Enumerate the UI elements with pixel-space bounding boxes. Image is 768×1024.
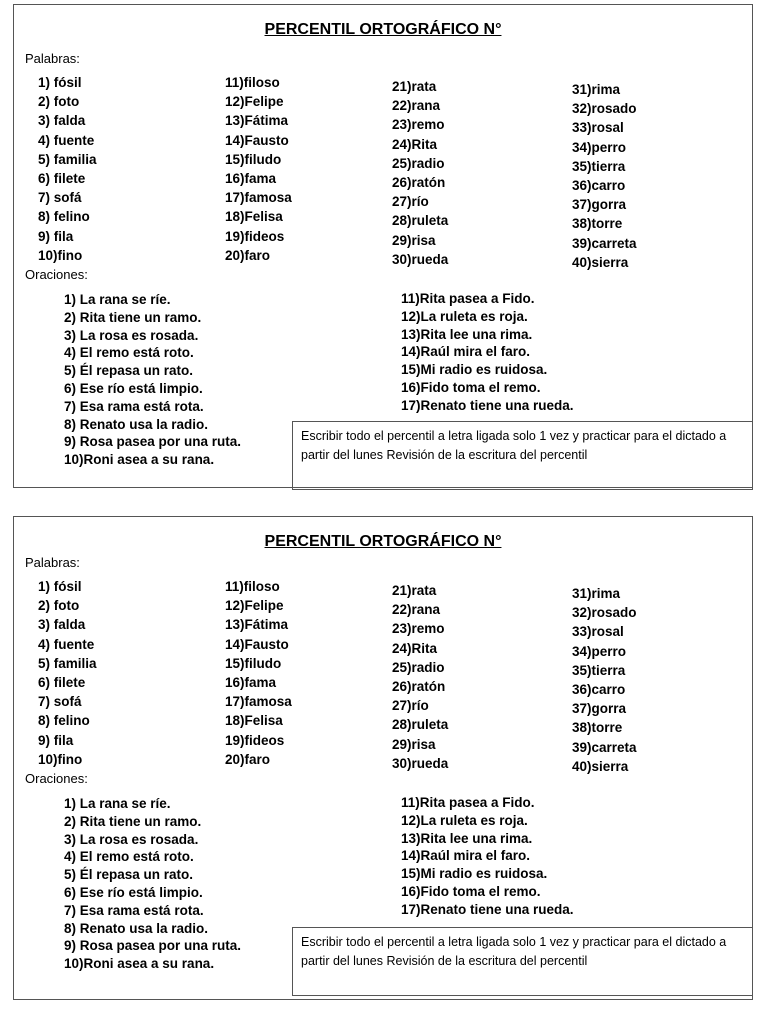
word-item: 5) familia — [38, 151, 97, 167]
word-item: 2) foto — [38, 598, 80, 614]
sentence-column-2 — [401, 794, 574, 919]
word-item: 7) sofá — [38, 190, 82, 206]
sentence-item: 11)Rita pasea a Fido. — [401, 291, 535, 306]
sentence-item: 10)Roni asea a su rana. — [64, 452, 215, 468]
word-item: 17)famosa — [225, 190, 292, 206]
sentence-column-1 — [64, 795, 241, 973]
sentence-item: 4) El remo está roto. — [64, 849, 194, 865]
word-item: 27)río — [392, 698, 429, 714]
sentence-item: 15)Mi radio es ruidosa. — [401, 362, 548, 378]
word-item: 20)faro — [225, 247, 271, 263]
word-item: 30)rueda — [392, 755, 449, 771]
word-item: 36)carro — [572, 681, 626, 697]
word-item: 12)Felipe — [225, 94, 284, 110]
word-item: 6) filete — [38, 674, 86, 690]
sentence-item: 4) El remo está roto. — [64, 345, 194, 361]
sentence-item: 13)Rita lee una rima. — [401, 830, 533, 846]
word-item: 5) familia — [38, 655, 97, 671]
word-item: 10)fino — [38, 751, 83, 767]
word-item: 32)rosado — [572, 605, 637, 621]
sentence-item: 9) Rosa pasea por una ruta. — [64, 434, 242, 450]
word-item: 38)torre — [572, 216, 623, 232]
sentence-column-1 — [64, 291, 241, 469]
sentence-item: 13)Rita lee una rima. — [401, 326, 533, 342]
sentence-item: 15)Mi radio es ruidosa. — [401, 866, 548, 882]
word-item: 8) felino — [38, 713, 90, 729]
word-item: 2) foto — [38, 94, 80, 110]
word-item: 39)carreta — [572, 235, 637, 251]
sentence-item: 17)Renato tiene una rueda. — [401, 397, 574, 413]
sentence-item: 2) Rita tiene un ramo. — [64, 813, 202, 829]
word-item: 31)rima — [572, 586, 621, 601]
word-item: 35)tierra — [572, 662, 626, 678]
oraciones-label: Oraciones: — [25, 771, 88, 786]
word-column-2 — [225, 73, 292, 265]
word-item: 16)fama — [225, 674, 277, 690]
word-item: 19)fideos — [225, 732, 285, 748]
word-column-1 — [38, 73, 97, 265]
word-item: 28)ruleta — [392, 213, 449, 229]
sentence-item: 6) Ese río está limpio. — [64, 884, 203, 900]
word-item: 24)Rita — [392, 136, 438, 152]
word-item: 29)risa — [392, 736, 436, 752]
word-item: 22)rana — [392, 602, 441, 618]
word-column-1 — [38, 577, 97, 769]
word-item: 1) fósil — [38, 579, 82, 594]
word-item: 13)Fátima — [225, 113, 289, 129]
word-item: 10)fino — [38, 247, 83, 263]
word-item: 26)ratón — [392, 174, 446, 190]
word-item: 23)remo — [392, 117, 445, 133]
palabras-label: Palabras: — [25, 51, 80, 66]
sentence-item: 9) Rosa pasea por una ruta. — [64, 938, 242, 954]
word-item: 33)rosal — [572, 120, 624, 136]
word-item: 30)rueda — [392, 251, 449, 267]
instructions-box: Escribir todo el percentil a letra ligada solo 1 vez y practicar para el dictado a partir del lunes Revisión de la escritura del percentil — [292, 927, 753, 996]
sentence-item: 7) Esa rama está rota. — [64, 902, 204, 918]
sentence-item: 17)Renato tiene una rueda. — [401, 901, 574, 917]
sentence-item: 2) Rita tiene un ramo. — [64, 309, 202, 325]
word-item: 21)rata — [392, 583, 437, 598]
card-title: PERCENTIL ORTOGRÁFICO N° — [264, 533, 502, 550]
word-column-4 — [572, 80, 637, 272]
sentence-item: 8) Renato usa la radio. — [64, 416, 209, 432]
word-item: 3) falda — [38, 617, 86, 633]
word-column-3 — [392, 77, 448, 269]
word-column-2 — [225, 577, 292, 769]
sentence-item: 10)Roni asea a su rana. — [64, 956, 215, 972]
sentence-item: 14)Raúl mira el faro. — [401, 848, 531, 864]
sentence-item: 6) Ese río está limpio. — [64, 380, 203, 396]
sentence-item: 5) Él repasa un rato. — [64, 867, 194, 883]
sentence-item: 12)La ruleta es roja. — [401, 812, 528, 828]
word-item: 13)Fátima — [225, 617, 289, 633]
word-item: 32)rosado — [572, 101, 637, 117]
word-item: 11)filoso — [225, 579, 280, 594]
word-item: 28)ruleta — [392, 717, 449, 733]
sentence-item: 12)La ruleta es roja. — [401, 308, 528, 324]
word-item: 4) fuente — [38, 132, 95, 148]
palabras-label: Palabras: — [25, 555, 80, 570]
word-item: 6) filete — [38, 170, 86, 186]
word-item: 36)carro — [572, 177, 626, 193]
word-item: 23)remo — [392, 621, 445, 637]
word-item: 7) sofá — [38, 694, 82, 710]
word-item: 1) fósil — [38, 75, 82, 90]
word-item: 37)gorra — [572, 197, 627, 213]
word-item: 18)Felisa — [225, 713, 283, 729]
word-item: 38)torre — [572, 720, 623, 736]
sentence-item: 3) La rosa es rosada. — [64, 327, 199, 343]
sentence-item: 16)Fido toma el remo. — [401, 379, 541, 395]
word-item: 20)faro — [225, 751, 271, 767]
word-item: 34)perro — [572, 139, 627, 155]
sentence-item: 7) Esa rama está rota. — [64, 398, 204, 414]
word-item: 25)radio — [392, 659, 445, 675]
word-item: 14)Fausto — [225, 636, 289, 652]
word-item: 25)radio — [392, 155, 445, 171]
word-item: 16)fama — [225, 170, 277, 186]
word-item: 39)carreta — [572, 739, 637, 755]
word-item: 17)famosa — [225, 694, 292, 710]
sentence-item: 8) Renato usa la radio. — [64, 920, 209, 936]
word-column-3 — [392, 581, 448, 773]
instructions-box: Escribir todo el percentil a letra ligada solo 1 vez y practicar para el dictado a partir del lunes Revisión de la escritura del percentil — [292, 421, 753, 490]
word-item: 15)filudo — [225, 655, 282, 671]
oraciones-label: Oraciones: — [25, 267, 88, 282]
word-item: 24)Rita — [392, 640, 438, 656]
sentence-column-2 — [401, 290, 574, 415]
word-item: 22)rana — [392, 98, 441, 114]
word-item: 9) fila — [38, 228, 74, 244]
word-item: 3) falda — [38, 113, 86, 129]
word-item: 33)rosal — [572, 624, 624, 640]
word-item: 8) felino — [38, 209, 90, 225]
word-item: 9) fila — [38, 732, 74, 748]
word-item: 19)fideos — [225, 228, 285, 244]
word-item: 26)ratón — [392, 678, 446, 694]
word-item: 18)Felisa — [225, 209, 283, 225]
word-item: 40)sierra — [572, 254, 629, 270]
sentence-item: 1) La rana se ríe. — [64, 292, 171, 307]
word-item: 37)gorra — [572, 701, 627, 717]
word-item: 21)rata — [392, 79, 437, 94]
word-item: 4) fuente — [38, 636, 95, 652]
word-item: 14)Fausto — [225, 132, 289, 148]
sentence-item: 3) La rosa es rosada. — [64, 831, 199, 847]
word-item: 27)río — [392, 194, 429, 210]
sentence-item: 16)Fido toma el remo. — [401, 883, 541, 899]
word-item: 40)sierra — [572, 758, 629, 774]
word-column-4 — [572, 584, 637, 776]
word-item: 35)tierra — [572, 158, 626, 174]
sentence-item: 14)Raúl mira el faro. — [401, 344, 531, 360]
percentil-card-1 — [13, 4, 753, 488]
word-item: 15)filudo — [225, 151, 282, 167]
percentil-card-2 — [13, 516, 753, 1000]
sentence-item: 1) La rana se ríe. — [64, 796, 171, 811]
word-item: 31)rima — [572, 82, 621, 97]
card-title: PERCENTIL ORTOGRÁFICO N° — [264, 21, 502, 38]
word-item: 12)Felipe — [225, 598, 284, 614]
word-item: 34)perro — [572, 643, 627, 659]
word-item: 11)filoso — [225, 75, 280, 90]
word-item: 29)risa — [392, 232, 436, 248]
sentence-item: 11)Rita pasea a Fido. — [401, 795, 535, 810]
sentence-item: 5) Él repasa un rato. — [64, 363, 194, 379]
